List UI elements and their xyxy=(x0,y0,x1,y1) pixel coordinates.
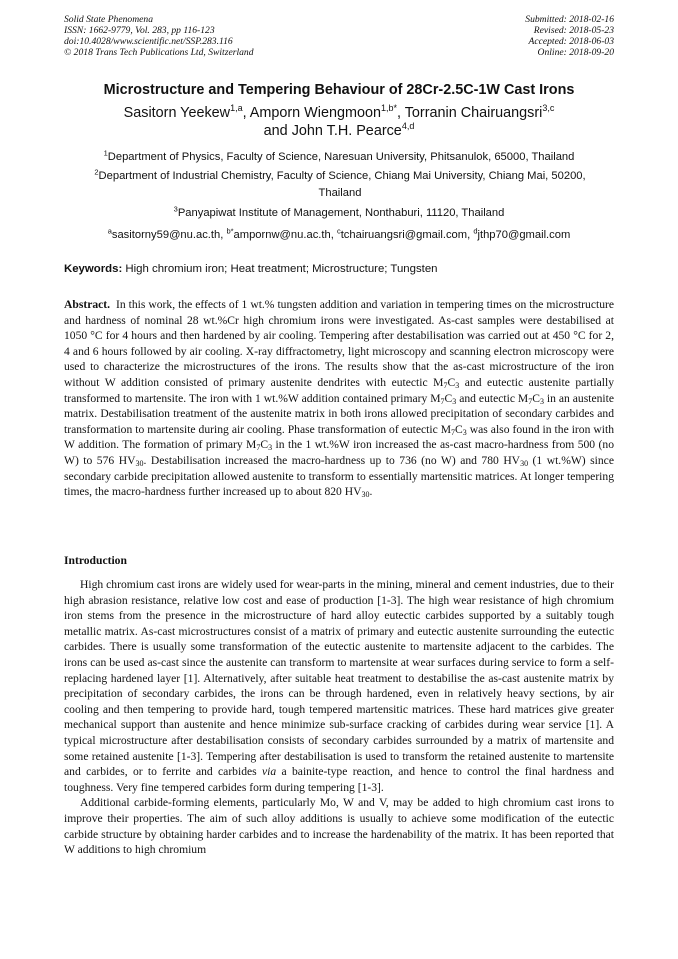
author-and: and xyxy=(263,123,288,139)
date-revised: Revised: 2018-05-23 xyxy=(533,25,614,36)
author-2-sup: 1,b* xyxy=(380,103,397,114)
section-heading-introduction: Introduction xyxy=(64,554,127,567)
paper-title: Microstructure and Tempering Behaviour of 28Cr-2.5C-1W Cast Irons xyxy=(103,82,575,98)
author-3-sup: 3,c xyxy=(542,103,555,114)
keywords xyxy=(64,263,624,275)
affiliation-2-text: Department of Industrial Chemistry, Faculty of Science, Chiang Mai University, Chiang Mai, 50200, Thailand xyxy=(98,170,586,199)
subscript: 30 xyxy=(361,490,370,500)
abstract xyxy=(64,297,614,500)
email-b-sup: b* xyxy=(226,226,234,236)
keywords-label: Keywords: xyxy=(64,263,123,275)
subscript: 7 xyxy=(451,427,456,437)
author-1: Sasitorn Yeekew xyxy=(123,105,231,121)
email-a: sasitorny59@nu.ac.th, xyxy=(111,229,224,241)
subscript: 7 xyxy=(440,396,445,406)
subscript: 7 xyxy=(256,443,261,453)
abstract-text: in an austenite matrix. Destabilisation treatment of the austenite matrix in both irons allowed precipitation of secondary carbides and transformation to martensite during air cooling. Phase transformation of eutectic M xyxy=(64,391,614,436)
intro-paragraph-2: Additional carbide-forming elements, particularly Mo, W and V, may be added to high chromium cast irons to improve their properties. The aim of such alloy additions is usually to achieve some modification of the eutectic carbide structure by obtaining harder carbides and to increase the hardenability of the matrix. It has been reported that W additions to high chromium xyxy=(64,796,614,857)
subscript: 3 xyxy=(452,396,457,406)
abstract-text: C xyxy=(260,438,269,452)
email-d-sup: d xyxy=(473,226,478,236)
abstract-text: In this work, the effects of 1 wt.% tungsten addition and variation in tempering times on the microstructure and hardness of nominal 28 wt.%Cr high chromium irons were investigated. As-cast samples were destabilised at 1050 °C for 4 hours and then hardened by air cooling. Tempering after destabilisation was carried out at 450 °C for 2, 4 and 6 hours followed by air cooling. X-ray diffractometry, light microscopy and scanning electron microscopy were used to characterize the microstructures of the irons. The results show that the as-cast microstructure of the iron without W addition consisted of primary austenite dendrites with eutectic M xyxy=(64,298,615,389)
subscript: 7 xyxy=(443,380,448,390)
email-d: jthp70@gmail.com xyxy=(477,229,571,241)
date-online: Online: 2018-09-20 xyxy=(537,47,614,58)
subscript: 30 xyxy=(135,458,144,468)
author-1-sup: 1,a xyxy=(230,103,243,114)
journal-info xyxy=(64,14,254,58)
date-submitted: Submitted: 2018-02-16 xyxy=(525,14,614,25)
affiliation-1-text: Department of Physics, Faculty of Science, Naresuan University, Phitsanulok, 65000, Thailand xyxy=(107,151,575,163)
journal-name: Solid State Phenomena xyxy=(64,14,153,25)
introduction-body xyxy=(64,577,614,858)
abstract-text: C xyxy=(444,391,453,405)
intro-text: a bainite-type reaction, and hence to control the final hardness and toughness. Very fine tempered carbides form during tempering [1-3]. xyxy=(64,765,614,794)
author-emails xyxy=(56,227,622,244)
intro-paragraph-1 xyxy=(64,577,614,795)
journal-issn: ISSN: 1662-9779, Vol. 283, pp 116-123 xyxy=(64,25,215,36)
affiliation-3 xyxy=(56,205,622,222)
author-3: Torranin Chairuangsri xyxy=(404,105,543,121)
author-2: Amporn Wiengmoon xyxy=(249,105,381,121)
abstract-text: and eutectic M xyxy=(456,391,529,405)
journal-doi: doi:10.4028/www.scientific.net/SSP.283.116 xyxy=(64,36,233,47)
abstract-text: C xyxy=(447,375,456,389)
affiliation-2-num: 2 xyxy=(94,167,99,177)
subscript: 7 xyxy=(528,396,533,406)
date-accepted: Accepted: 2018-06-03 xyxy=(528,36,614,47)
intro-italic: via xyxy=(262,765,277,779)
affiliation-1 xyxy=(56,149,622,166)
email-a-sup: a xyxy=(107,226,112,236)
email-c: tchairuangsri@gmail.com, xyxy=(340,229,471,241)
abstract-text: and eutectic austenite partially transformed to martensite. The iron with 1 wt.%W addition contained primary M xyxy=(64,375,615,405)
subscript: 3 xyxy=(539,396,544,406)
author-4-sup: 4,d xyxy=(401,121,415,132)
affiliation-2 xyxy=(80,168,600,202)
author-4: John T.H. Pearce xyxy=(291,123,402,139)
affiliation-3-num: 3 xyxy=(173,204,178,214)
keywords-text: High chromium iron; Heat treatment; Microstructure; Tungsten xyxy=(125,263,438,275)
subscript: 3 xyxy=(268,443,273,453)
journal-copyright: © 2018 Trans Tech Publications Ltd, Switzerland xyxy=(64,47,254,58)
subscript: 3 xyxy=(455,380,460,390)
affiliation-1-num: 1 xyxy=(103,148,108,158)
intro-text: High chromium cast irons are widely used for wear-parts in the mining, mineral and cement industries, due to their high abrasion resistance, relative low cost and ease of production [1-3]. The high wear resistance of high chromium iron stems from the presence in the microstructure of hard alloy eutectic carbides supported by a suitably tough metallic matrix. As-cast microstructures consist of a matrix of primary and eutectic austenite surrounding the eutectic carbides. There is usually some transformation of the eutectic austenite to martensite adjacent to the carbides. The irons can be used as-cast since the austenite can transform to martensite at wear surfaces during service to form a self-replacing hardened layer [1]. Alternatively, after suitable heat treatment to destabilise the as-cast austenite matrix by precipitation of secondary carbides, the irons can be through hardened, even in relatively heavy sections, by air cooling and then tempering to provide hard, tough tempered martensitic matrices. These hard matrices give greater mechanical support than austenite and hence minimize sub-surface cracking of carbides during wear service [1]. A typical microstructure after destabilisation consists of secondary carbides surrounded by a matrix of martensite and some retained austenite [1-3]. Tempering after destabilisation is used to transform the retained austenite to martensite and carbides, or to ferrite and carbides xyxy=(64,578,614,779)
subscript: 30 xyxy=(520,458,529,468)
email-c-sup: c xyxy=(336,226,341,236)
abstract-text: was also found in the iron with W addition. The formation of primary M xyxy=(64,422,615,452)
abstract-text: C xyxy=(532,391,540,405)
article-dates xyxy=(525,14,614,58)
author-list: Sasitorn Yeekew$^{1,a}$, Amporn Wiengmoon$^{1,b*}$, Torranin Chairuangsri$^{3,c}$ and John T.H. Pearce$^{4,d}$ xyxy=(123,103,555,139)
abstract-text: in the 1 wt.%W iron increased the as-cast macro-hardness from 500 (no W) to 576 HV xyxy=(64,438,614,467)
abstract-text: . Destabilisation increased the macro-hardness up to 736 (no W) and 780 HV xyxy=(143,453,521,467)
abstract-text: C xyxy=(455,422,463,436)
abstract-text: . xyxy=(369,485,373,499)
abstract-text: (1 wt.%W) since secondary carbide precipitation allowed austenite to transform to essentially martensitic matrices. At longer tempering times, the macro-hardness further increased up to about 820 HV xyxy=(64,453,614,499)
abstract-label: Abstract. xyxy=(64,298,111,311)
affiliation-3-text: Panyapiwat Institute of Management, Nonthaburi, 11120, Thailand xyxy=(177,207,505,219)
email-b: ampornw@nu.ac.th, xyxy=(233,229,334,241)
subscript: 3 xyxy=(462,427,467,437)
